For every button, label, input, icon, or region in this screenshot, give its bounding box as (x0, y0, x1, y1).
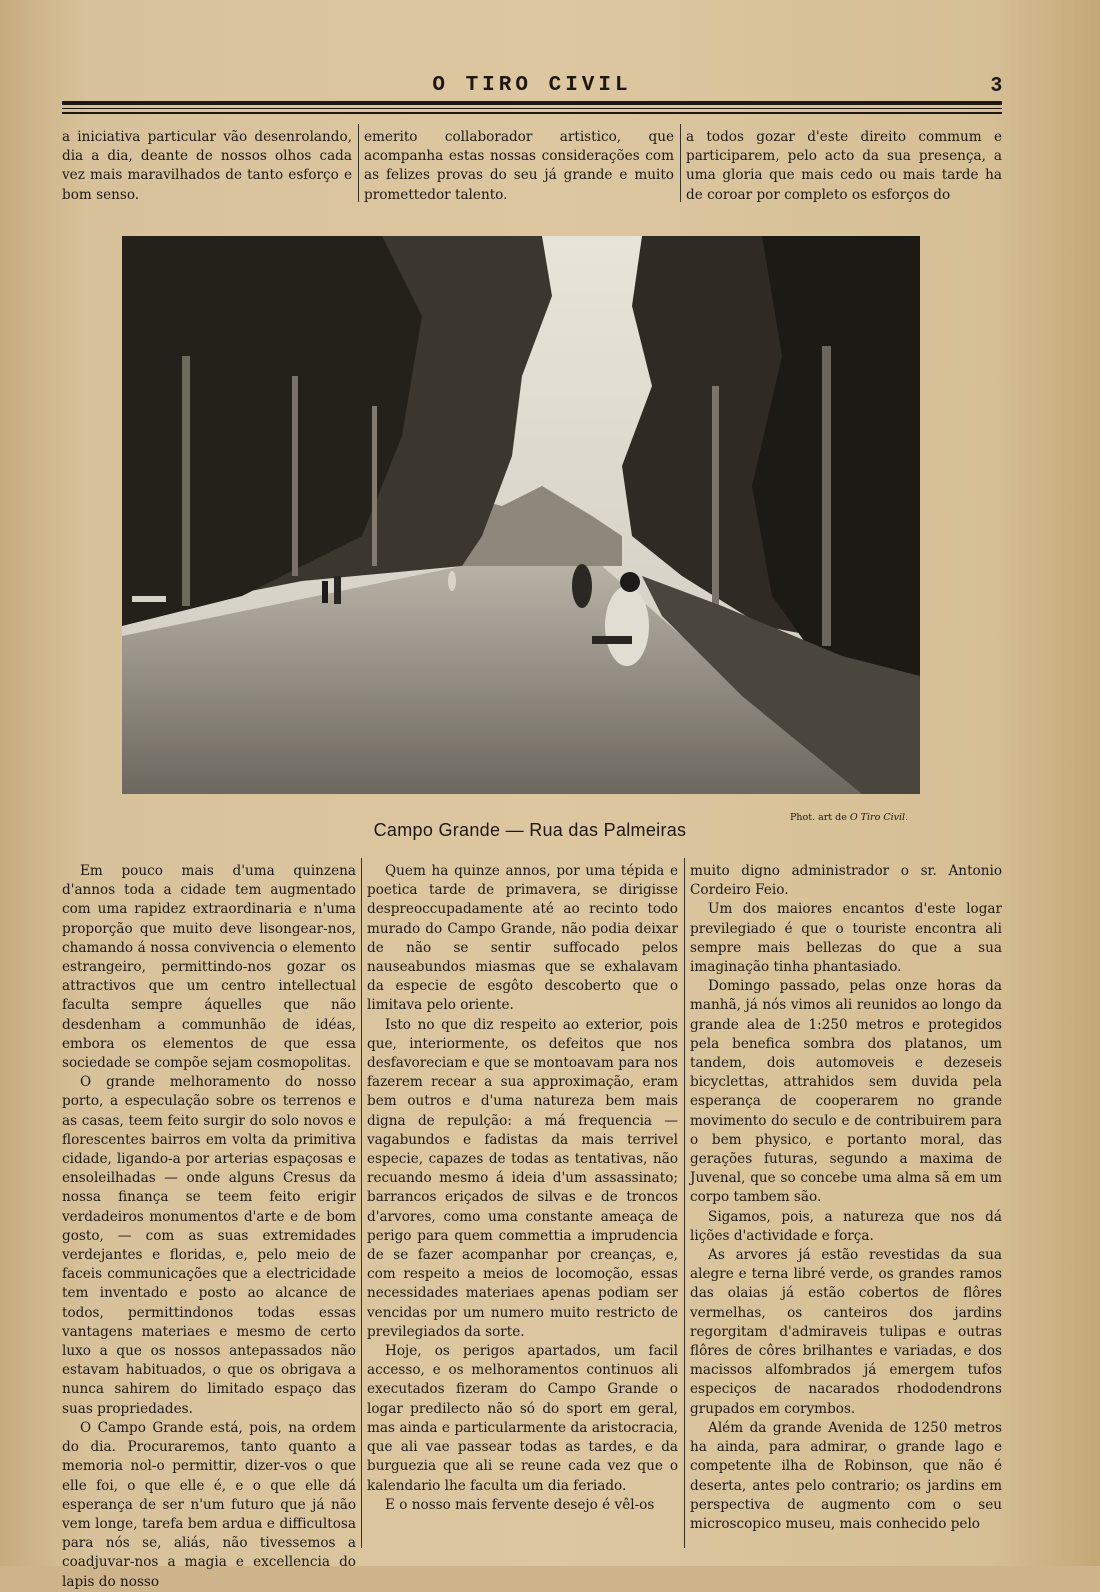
article-paragraph: Sigamos, pois, a natureza que nos dá lições d'actividade e força. (690, 1208, 1002, 1244)
article-column-2 (367, 862, 678, 1515)
article-paragraph: Além da grande Avenida de 1250 metros ha ainda, para admirar, o grande lago e competente ilha de Robinson, que não é deserta, antes pelo contrario; os jardins em perspectiva de augmento com o seu microscopico museu, mais conhecido pelo (690, 1419, 1002, 1532)
column-divider (358, 124, 359, 202)
masthead (62, 74, 1002, 98)
photo-credit-source: O Tiro Civil. (849, 812, 909, 823)
column-divider (361, 858, 362, 1548)
photo-illustration (122, 236, 920, 794)
article-paragraph: Domingo passado, pelas onze horas da manhã, já nós vimos ali reunidos ao longo da grande alea de 1:250 metros e protegidos pela benefica sombra dos platanos, um tandem, dois automoveis e dezeseis bicyclettas, attrahidos sem duvida pela esperança de cooperarem no grande movimento do seculo e de contribuirem para o bem physico, e portanto moral, das gerações futuras, segundo a maxima de Juvenal, que so concebe uma alma sã em um corpo tambem são. (690, 978, 1002, 1206)
article-paragraph: O grande melhoramento do nosso porto, a especulação sobre os terrenos e as casas, teem feito surgir do solo novos e florescentes bairros em volta da primitiva cidade, ligando-a por arterias espaçosas e ensoleilhadas — onde alguns Cresus da nossa finança se teem feito erigir verdadeiros monumentos d'arte e de bom gosto, — com as suas extremidades verdejantes e floridas, e, pelo meio de faceis communicações que a electricidade tem inventado e posto ao alcance de todos, permittindonos todas essas vantagens materiaes e mesmo de certo luxo a que os nossos antepassados não estavam habituados, o que os obrigava a nunca sahirem do limitado espaço das suas propriedades. (62, 1074, 356, 1417)
page-number: 3 (990, 74, 1002, 96)
campo-grande-photograph (122, 236, 920, 794)
article-column-3 (690, 862, 1002, 1534)
article-paragraph: As arvores já estão revestidas da sua alegre e terna libré verde, os grandes ramos das olaias já estão cobertos de flôres vermelhas, os canteiros dos jardins regorgitam d'admiraveis tulipas e outras flôres de côres brilhantes e variadas, e dos macissos alfombrados já emergem tufos especiços de nacarados rhododendrons grupados em corymbos. (690, 1247, 1002, 1417)
top-column-1-text: a iniciativa particular vão desenrolando, dia a dia, deante de nossos olhos cada vez mais maravilhados de tanto esforço e bom senso. (62, 129, 352, 203)
article-paragraph: muito digno administrador o sr. Antonio Cordeiro Feio. (690, 863, 1002, 899)
article-paragraph: Hoje, os perigos apartados, um facil accesso, e os melhoramentos continuos ali executados fizeram do Campo Grande o logar predilecto não só do sport em geral, mas ainda e particularmente da aristocracia, que ali vae passear todas as tardes, e da burguezia que ali se reune cada vez que o kalendario lhe faculta um dia feriado. (367, 1343, 678, 1494)
article-paragraph: Um dos maiores encantos d'este logar previlegiado é que o touriste encontra ali sempre mais bellezas do que a sua imaginação tinha phantasiado. (690, 901, 1002, 976)
article-paragraph: O Campo Grande está, pois, na ordem do dia. Procuraremos, tanto quanto a memoria nol-o permittir, dizer-vos o que elle foi, o que elle é, e o que elle dá esperança de ser n'um futuro que já não vem longe, tarefa bem ardua e difficultosa para nós se, aliás, não tivessemos a coadjuvar-nos a magia e excellencia do lapis do nosso (62, 1419, 356, 1590)
column-divider (684, 858, 685, 1548)
top-column-3 (686, 128, 1002, 205)
column-divider (680, 124, 681, 202)
article-paragraph: Quem ha quinze annos, por uma tépida e poetica tarde de primavera, se dirigisse despreoccupadamente até ao recinto todo murado do Campo Grande, não podia deixar de não se sentir suffocado pelos nauseabundos miasmas que se exhalavam da especie de esgôto descoberto que o limitava pelo oriente. (367, 863, 678, 1014)
top-column-3-text: a todos gozar d'este direito commum e participarem, pelo acto da sua presença, a uma gloria que mais cedo ou mais tarde ha de coroar por completo os esforços do (686, 129, 1002, 203)
top-column-2 (364, 128, 674, 205)
top-column-1 (62, 128, 352, 205)
article-paragraph: E o nosso mais fervente desejo é vêl-os (385, 1496, 655, 1513)
top-column-2-text: emerito collaborador artistico, que acompanha estas nossas considerações com as felizes provas do seu já grande e muito promettedor talento. (364, 129, 674, 203)
photo-credit-prefix: Phot. art de (790, 812, 847, 823)
article-column-1 (62, 862, 356, 1592)
header-rule-thick-lower (62, 112, 1002, 114)
header-rule-thin (62, 108, 1002, 109)
newspaper-title: O TIRO CIVIL (432, 74, 632, 97)
header-rule-thick (62, 101, 1002, 105)
article-paragraph: Isto no que diz respeito ao exterior, pois que, interiormente, os defeitos que nos desfavoreciam e que se montoavam para nos fazerem recear a sua approximação, eram bem outros e d'uma natureza bem mais digna de repulção: a má frequencia — vagabundos e fadistas da mais terrivel especie, capazes de todas as tentativas, não recuando mesmo á ideia d'um assassinato; barrancos eriçados de silvas e de troncos d'arvores, como uma constante ameaça de perigo para quem commettia a imprudencia de se fazer acompanhar por creanças, e, com respeito a meios de locomoção, essas necessidades materiaes apenas podiam ser vencidas por um numero muito restricto de previlegiados da sorte. (367, 1016, 678, 1340)
photo-caption: Campo Grande — Rua das Palmeiras (373, 820, 687, 840)
article-paragraph: Em pouco mais d'uma quinzena d'annos toda a cidade tem augmentado com uma rapidez extraordinaria e n'uma proporção que muito deve lisongear-nos, chamando á nossa convivencia o elemento estrangeiro, permittindo-nos gozar os attractivos que um centro intellectual faculta sempre áquelles que não desdenham a communhão de idéas, embora os elementos de que essa sociedade se compõe sejam cosmopolitas. (62, 863, 356, 1072)
